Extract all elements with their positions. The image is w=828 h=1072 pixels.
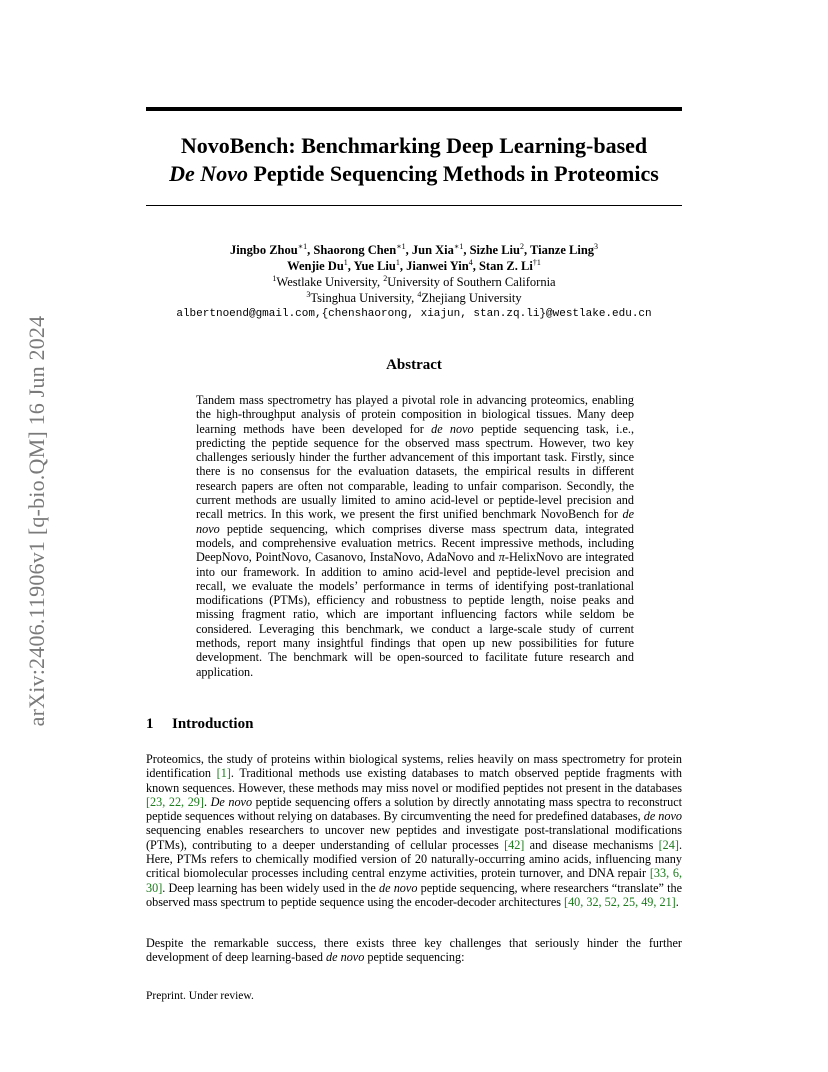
text-run: -HelixNovo are integrated into our framework. In addition to amino acid-level and peptide-level precision and recall, we evaluate the models’ performance in terms of identifying post-tranlational modifications (PTMs), efficiency and robustness to peptide length, noise peaks and missing fragment ratio, which are important influencing factors while seldom be considered. Leveraging this benchmark, we conduct a large-scale study of current methods, report many insightful findings that open up new possibilities for future development. The benchmark will be open-sourced to facilitate future research and application.: [196, 550, 634, 679]
text-run: peptide sequencing offers a solution by directly annotating mass spectra to reconstruct peptide sequences without relying on databases. By circumventing the need for predefined databases,: [146, 794, 682, 824]
affiliation: University of Southern California: [387, 275, 556, 289]
text-run: Proteomics, the study of proteins within biological systems, relies heavily on mass spectrometry for protein identification: [146, 752, 682, 781]
abstract-text: [196, 393, 634, 679]
citation-link[interactable]: [23, 22, 29]: [146, 794, 204, 809]
text-run: . Deep learning has been widely used in the: [162, 880, 379, 895]
affiliation: Westlake University,: [276, 275, 384, 289]
author-emails: albertnoend@gmail.com,{chenshaorong, xiajun, stan.zq.li}@westlake.edu.cn: [176, 308, 652, 320]
author-names-line-1: Jingbo Zhou$^{∗1}$, Shaorong Chen$^{∗1}$, Jun Xia$^{∗1}$, Sizhe Liu$^2$, Tianze Ling$^3$: [229, 241, 599, 257]
arxiv-id: arXiv:2406.11906v1 [q-bio.QM] 16 Jun 2024: [24, 315, 49, 726]
author-sup: ∗1: [297, 241, 308, 251]
text-run: and disease mechanisms: [524, 837, 659, 852]
affiliations-line-1: [146, 274, 682, 290]
section-number: 1: [146, 716, 154, 732]
aff-sup: 4: [417, 289, 422, 299]
author-sup: 1: [395, 257, 400, 267]
citation-link[interactable]: [24]: [658, 837, 679, 852]
author: Shaorong Chen: [313, 243, 397, 257]
title-line-2: Peptide Sequencing Methods in Proteomics: [247, 161, 659, 186]
text-run: peptide sequencing:: [364, 950, 465, 965]
author-names-line-2: Wenjie Du$^1$, Yue Liu$^1$, Jianwei Yin$^4$, Stan Z. Li$^{\dagger 1}$: [287, 257, 541, 273]
author: Tianze Ling: [530, 243, 595, 257]
title-italic: De Novo: [169, 161, 248, 186]
text-em: De novo: [210, 794, 253, 809]
author-sup: 2: [519, 241, 524, 251]
author: Wenjie Du: [287, 259, 344, 273]
author: Sizhe Liu: [469, 243, 520, 257]
affiliation: Zhejiang University: [421, 291, 522, 305]
text-em: de novo: [643, 809, 683, 824]
affiliation: Tsinghua University,: [310, 291, 418, 305]
text-em: π: [498, 550, 505, 565]
abstract-heading: Abstract: [386, 357, 442, 373]
author-sup: 4: [468, 257, 473, 267]
text-run: .: [675, 894, 679, 909]
citation-link[interactable]: [42]: [504, 837, 525, 852]
author: Stan Z. Li: [478, 259, 533, 273]
text-run: Despite the remarkable success, there exists three key challenges that seriously hinder the further development of deep learning-based: [146, 936, 682, 965]
aff-sup: 2: [383, 273, 388, 283]
text-em: de novo: [431, 421, 474, 436]
author: Jingbo Zhou: [229, 243, 298, 257]
author-sup: 3: [594, 241, 599, 251]
author-sup: 1: [343, 257, 348, 267]
citation-link[interactable]: [40, 32, 52, 25, 49, 21]: [564, 894, 676, 909]
text-run: . Here, PTMs refers to chemically modified version of 20 naturally-occurring amino acids, influencing many critical biomolecular processes including central enzyme activities, protein turnover, and DNA repair: [146, 837, 682, 881]
author: Jianwei Yin: [406, 259, 469, 273]
intro-paragraph-2: [146, 936, 682, 965]
text-em: de novo: [196, 507, 634, 536]
section-heading-introduction: [146, 716, 253, 733]
author-block: [146, 242, 682, 322]
text-run: peptide sequencing task, i.e., predicting the peptide sequence for the observed mass spectrum. However, two key challenges seriously hinder the further advancement of this important task. Firstly, since there is no consensus for the evaluation datasets, the empirical results in different research papers are often not comparable, leading to unfair comparison. Secondly, the current methods are usually limited to amino acid-level or peptide-level precision and recall metrics. In this work, we present the first unified benchmark NovoBench for: [196, 421, 634, 522]
preprint-footnote: Preprint. Under review.: [146, 990, 254, 1002]
arxiv-sidebar: [22, 268, 52, 773]
aff-sup: 3: [306, 289, 311, 299]
text-em: de novo: [379, 880, 418, 895]
intro-paragraph-1: [146, 752, 682, 909]
text-run: . Traditional methods use existing databases to match observed peptide fragments with known sequences. However, these methods may miss novel or modified peptides not present in the databases: [146, 766, 682, 795]
author: Jun Xia: [411, 243, 454, 257]
text-run: peptide sequencing, where researchers “translate” the observed mass spectrum to peptide sequence using the encoder-decoder architectures: [146, 880, 683, 909]
citation-link[interactable]: [1]: [216, 766, 231, 781]
citation-link[interactable]: [33, 6, 30]: [146, 866, 682, 895]
author-sup: ∗1: [453, 241, 464, 251]
title-line-1: NovoBench: Benchmarking Deep Learning-based: [180, 133, 648, 158]
text-run: peptide sequencing, which comprises diverse mass spectrum data, integrated models, and comprehensive evaluation metrics. Recent impressive methods, including DeepNovo, PointNovo, Casanovo, InstaNovo, AdaNovo and: [196, 521, 634, 565]
text-run: sequencing enables researchers to uncover new peptides and investigate post-translational modifications (PTMs), contributing to a deeper understanding of cellular processes: [146, 823, 682, 852]
author-sup: ∗1: [396, 241, 406, 251]
text-run: .: [203, 794, 211, 809]
title-rule-bottom: [146, 205, 682, 206]
section-title: Introduction: [172, 716, 254, 732]
text-run: Tandem mass spectrometry has played a pivotal role in advancing proteomics, enabling the high-throughput analysis of protein composition in biological tissues. Many deep learning methods have been developed for: [196, 393, 634, 436]
affiliations-line-2: [146, 290, 682, 306]
title-rule-top: [146, 107, 682, 111]
text-em: de novo: [326, 950, 365, 965]
paper-title: [146, 132, 682, 188]
author-sup: †1: [532, 257, 541, 267]
author: Yue Liu: [353, 259, 396, 273]
aff-sup: 1: [272, 273, 277, 283]
